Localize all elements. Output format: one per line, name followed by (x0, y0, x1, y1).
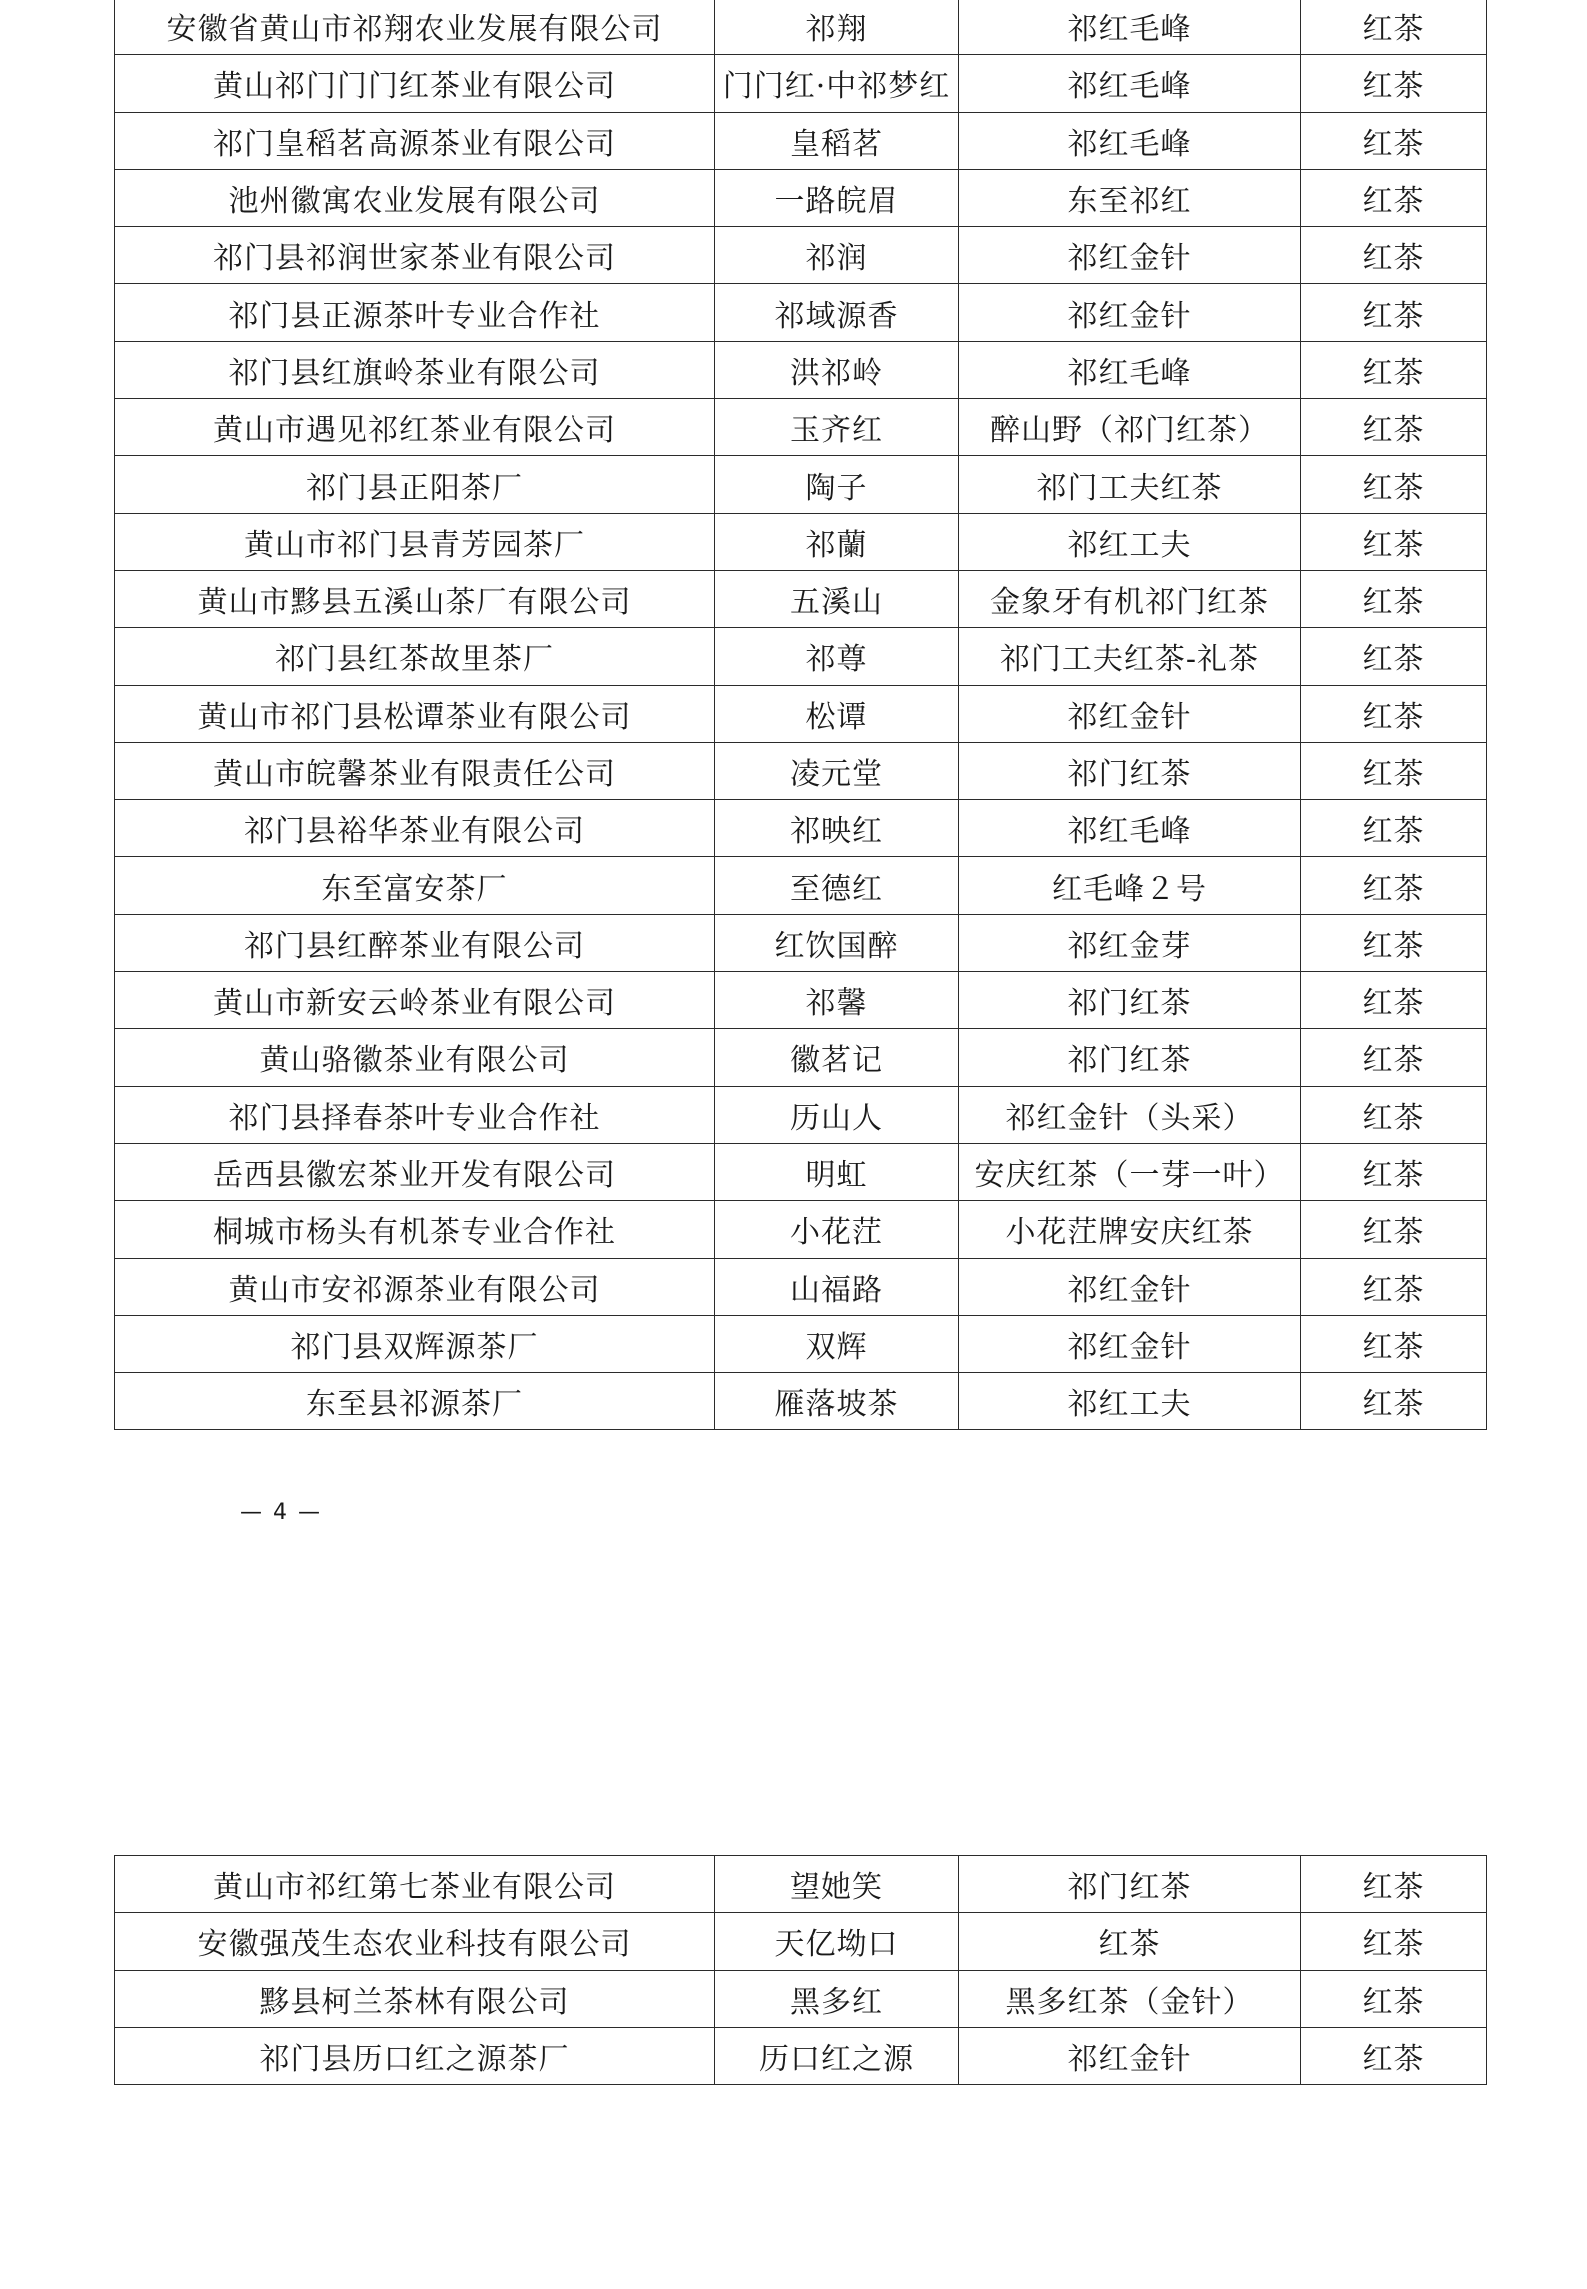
cell-brand: 望她笑 (715, 1856, 959, 1913)
cell-company: 祁门县正阳茶厂 (115, 456, 715, 513)
cell-product: 祁红金芽 (959, 914, 1301, 971)
cell-category: 红茶 (1301, 1086, 1487, 1143)
table-row (115, 55, 1487, 112)
cell-category: 红茶 (1301, 55, 1487, 112)
table-row (115, 399, 1487, 456)
table-row (115, 914, 1487, 971)
cell-product: 黑多红茶（金针） (959, 1970, 1301, 2027)
table-row (115, 1143, 1487, 1200)
cell-company: 黄山市遇见祁红茶业有限公司 (115, 399, 715, 456)
table-row (115, 1258, 1487, 1315)
cell-category: 红茶 (1301, 1201, 1487, 1258)
cell-company: 祁门县祁润世家茶业有限公司 (115, 227, 715, 284)
table-row (115, 1856, 1487, 1913)
cell-brand: 皇稻茗 (715, 112, 959, 169)
cell-category: 红茶 (1301, 1315, 1487, 1372)
cell-company: 黄山市祁门县松谭茶业有限公司 (115, 685, 715, 742)
cell-company: 祁门县双辉源茶厂 (115, 1315, 715, 1372)
cell-brand: 祁蘭 (715, 513, 959, 570)
cell-brand: 红饮国醉 (715, 914, 959, 971)
cell-product: 祁门红茶 (959, 1856, 1301, 1913)
cell-company: 黄山市新安云岭茶业有限公司 (115, 972, 715, 1029)
cell-brand: 祁翔 (715, 0, 959, 55)
cell-company: 东至富安茶厂 (115, 857, 715, 914)
cell-product: 祁门红茶 (959, 1029, 1301, 1086)
cell-brand: 五溪山 (715, 570, 959, 627)
cell-brand: 历口红之源 (715, 2027, 959, 2084)
tea-table-bottom (114, 1855, 1487, 2085)
cell-company: 黟县柯兰茶林有限公司 (115, 1970, 715, 2027)
cell-company: 安徽强茂生态农业科技有限公司 (115, 1913, 715, 1970)
cell-category: 红茶 (1301, 456, 1487, 513)
cell-brand: 小花茳 (715, 1201, 959, 1258)
cell-company: 祁门县红旗岭茶业有限公司 (115, 341, 715, 398)
table-row (115, 284, 1487, 341)
table-row (115, 227, 1487, 284)
table-row (115, 456, 1487, 513)
cell-brand: 雁落坡茶 (715, 1373, 959, 1430)
cell-product: 祁红毛峰 (959, 112, 1301, 169)
cell-brand: 凌元堂 (715, 742, 959, 799)
table-row (115, 112, 1487, 169)
table-row (115, 1201, 1487, 1258)
cell-company: 黄山祁门门门红茶业有限公司 (115, 55, 715, 112)
cell-product: 祁红金针 (959, 2027, 1301, 2084)
cell-product: 祁红毛峰 (959, 55, 1301, 112)
cell-brand: 黑多红 (715, 1970, 959, 2027)
cell-category: 红茶 (1301, 2027, 1487, 2084)
cell-product: 祁红工夫 (959, 513, 1301, 570)
cell-brand: 双辉 (715, 1315, 959, 1372)
cell-product: 祁红工夫 (959, 1373, 1301, 1430)
cell-product: 祁红毛峰 (959, 800, 1301, 857)
cell-category: 红茶 (1301, 341, 1487, 398)
table-row (115, 628, 1487, 685)
table-row (115, 513, 1487, 570)
cell-category: 红茶 (1301, 1373, 1487, 1430)
cell-company: 桐城市杨头有机茶专业合作社 (115, 1201, 715, 1258)
cell-category: 红茶 (1301, 972, 1487, 1029)
cell-brand: 山福路 (715, 1258, 959, 1315)
table-row (115, 1373, 1487, 1430)
cell-product: 红茶 (959, 1913, 1301, 1970)
table-row (115, 0, 1487, 55)
cell-brand: 徽茗记 (715, 1029, 959, 1086)
cell-company: 黄山市黟县五溪山茶厂有限公司 (115, 570, 715, 627)
cell-brand: 门门红·中祁梦红 (715, 55, 959, 112)
cell-company: 安徽省黄山市祁翔农业发展有限公司 (115, 0, 715, 55)
cell-category: 红茶 (1301, 112, 1487, 169)
cell-company: 祁门县正源茶叶专业合作社 (115, 284, 715, 341)
cell-brand: 至德红 (715, 857, 959, 914)
cell-product: 祁红金针 (959, 227, 1301, 284)
cell-company: 黄山骆徽茶业有限公司 (115, 1029, 715, 1086)
page-number: — 4 — (240, 1500, 322, 1525)
cell-product: 祁红金针 (959, 1315, 1301, 1372)
cell-brand: 一路皖眉 (715, 169, 959, 226)
cell-category: 红茶 (1301, 169, 1487, 226)
table-top-body (115, 0, 1487, 1430)
cell-brand: 祁尊 (715, 628, 959, 685)
cell-brand: 祁域源香 (715, 284, 959, 341)
cell-company: 祁门县历口红之源茶厂 (115, 2027, 715, 2084)
table-row (115, 169, 1487, 226)
cell-product: 金象牙有机祁门红茶 (959, 570, 1301, 627)
cell-company: 东至县祁源茶厂 (115, 1373, 715, 1430)
cell-company: 祁门县择春茶叶专业合作社 (115, 1086, 715, 1143)
cell-category: 红茶 (1301, 628, 1487, 685)
cell-product: 安庆红茶（一芽一叶） (959, 1143, 1301, 1200)
cell-product: 祁红毛峰 (959, 341, 1301, 398)
cell-category: 红茶 (1301, 284, 1487, 341)
cell-category: 红茶 (1301, 685, 1487, 742)
cell-product: 红毛峰２号 (959, 857, 1301, 914)
cell-company: 黄山市祁门县青芳园茶厂 (115, 513, 715, 570)
cell-brand: 松谭 (715, 685, 959, 742)
cell-category: 红茶 (1301, 1913, 1487, 1970)
cell-company: 池州徽寓农业发展有限公司 (115, 169, 715, 226)
cell-product: 祁门红茶 (959, 972, 1301, 1029)
table-row (115, 570, 1487, 627)
cell-category: 红茶 (1301, 742, 1487, 799)
cell-brand: 明虹 (715, 1143, 959, 1200)
table-row (115, 341, 1487, 398)
table-row (115, 1029, 1487, 1086)
cell-product: 祁红金针 (959, 685, 1301, 742)
cell-company: 祁门县裕华茶业有限公司 (115, 800, 715, 857)
cell-brand: 祁映红 (715, 800, 959, 857)
table-row (115, 742, 1487, 799)
cell-category: 红茶 (1301, 800, 1487, 857)
table-row (115, 1913, 1487, 1970)
cell-product: 东至祁红 (959, 169, 1301, 226)
tea-table-top (114, 0, 1487, 1430)
cell-company: 黄山市祁红第七茶业有限公司 (115, 1856, 715, 1913)
cell-company: 黄山市安祁源茶业有限公司 (115, 1258, 715, 1315)
cell-company: 祁门皇稻茗高源茶业有限公司 (115, 112, 715, 169)
cell-product: 祁红金针 (959, 284, 1301, 341)
table-row (115, 685, 1487, 742)
cell-product: 祁红毛峰 (959, 0, 1301, 55)
cell-category: 红茶 (1301, 914, 1487, 971)
cell-category: 红茶 (1301, 1970, 1487, 2027)
cell-product: 醉山野（祁门红茶） (959, 399, 1301, 456)
table-row (115, 1315, 1487, 1372)
cell-category: 红茶 (1301, 0, 1487, 55)
cell-company: 祁门县红茶故里茶厂 (115, 628, 715, 685)
cell-brand: 历山人 (715, 1086, 959, 1143)
cell-product: 祁红金针 (959, 1258, 1301, 1315)
cell-company: 祁门县红醉茶业有限公司 (115, 914, 715, 971)
cell-category: 红茶 (1301, 1856, 1487, 1913)
cell-category: 红茶 (1301, 513, 1487, 570)
cell-category: 红茶 (1301, 1029, 1487, 1086)
cell-company: 岳西县徽宏茶业开发有限公司 (115, 1143, 715, 1200)
cell-category: 红茶 (1301, 399, 1487, 456)
table-bottom-body (115, 1856, 1487, 2085)
cell-brand: 陶子 (715, 456, 959, 513)
cell-category: 红茶 (1301, 857, 1487, 914)
cell-category: 红茶 (1301, 1143, 1487, 1200)
table-row (115, 2027, 1487, 2084)
cell-brand: 祁馨 (715, 972, 959, 1029)
cell-product: 小花茳牌安庆红茶 (959, 1201, 1301, 1258)
cell-brand: 祁润 (715, 227, 959, 284)
cell-product: 祁红金针（头采） (959, 1086, 1301, 1143)
table-row (115, 1086, 1487, 1143)
cell-category: 红茶 (1301, 227, 1487, 284)
cell-company: 黄山市皖馨茶业有限责任公司 (115, 742, 715, 799)
cell-category: 红茶 (1301, 570, 1487, 627)
table-row (115, 1970, 1487, 2027)
cell-product: 祁门工夫红茶-礼茶 (959, 628, 1301, 685)
table-row (115, 972, 1487, 1029)
cell-product: 祁门工夫红茶 (959, 456, 1301, 513)
cell-product: 祁门红茶 (959, 742, 1301, 799)
table-row (115, 857, 1487, 914)
cell-category: 红茶 (1301, 1258, 1487, 1315)
cell-brand: 天亿坳口 (715, 1913, 959, 1970)
table-row (115, 800, 1487, 857)
cell-brand: 洪祁岭 (715, 341, 959, 398)
cell-brand: 玉齐红 (715, 399, 959, 456)
